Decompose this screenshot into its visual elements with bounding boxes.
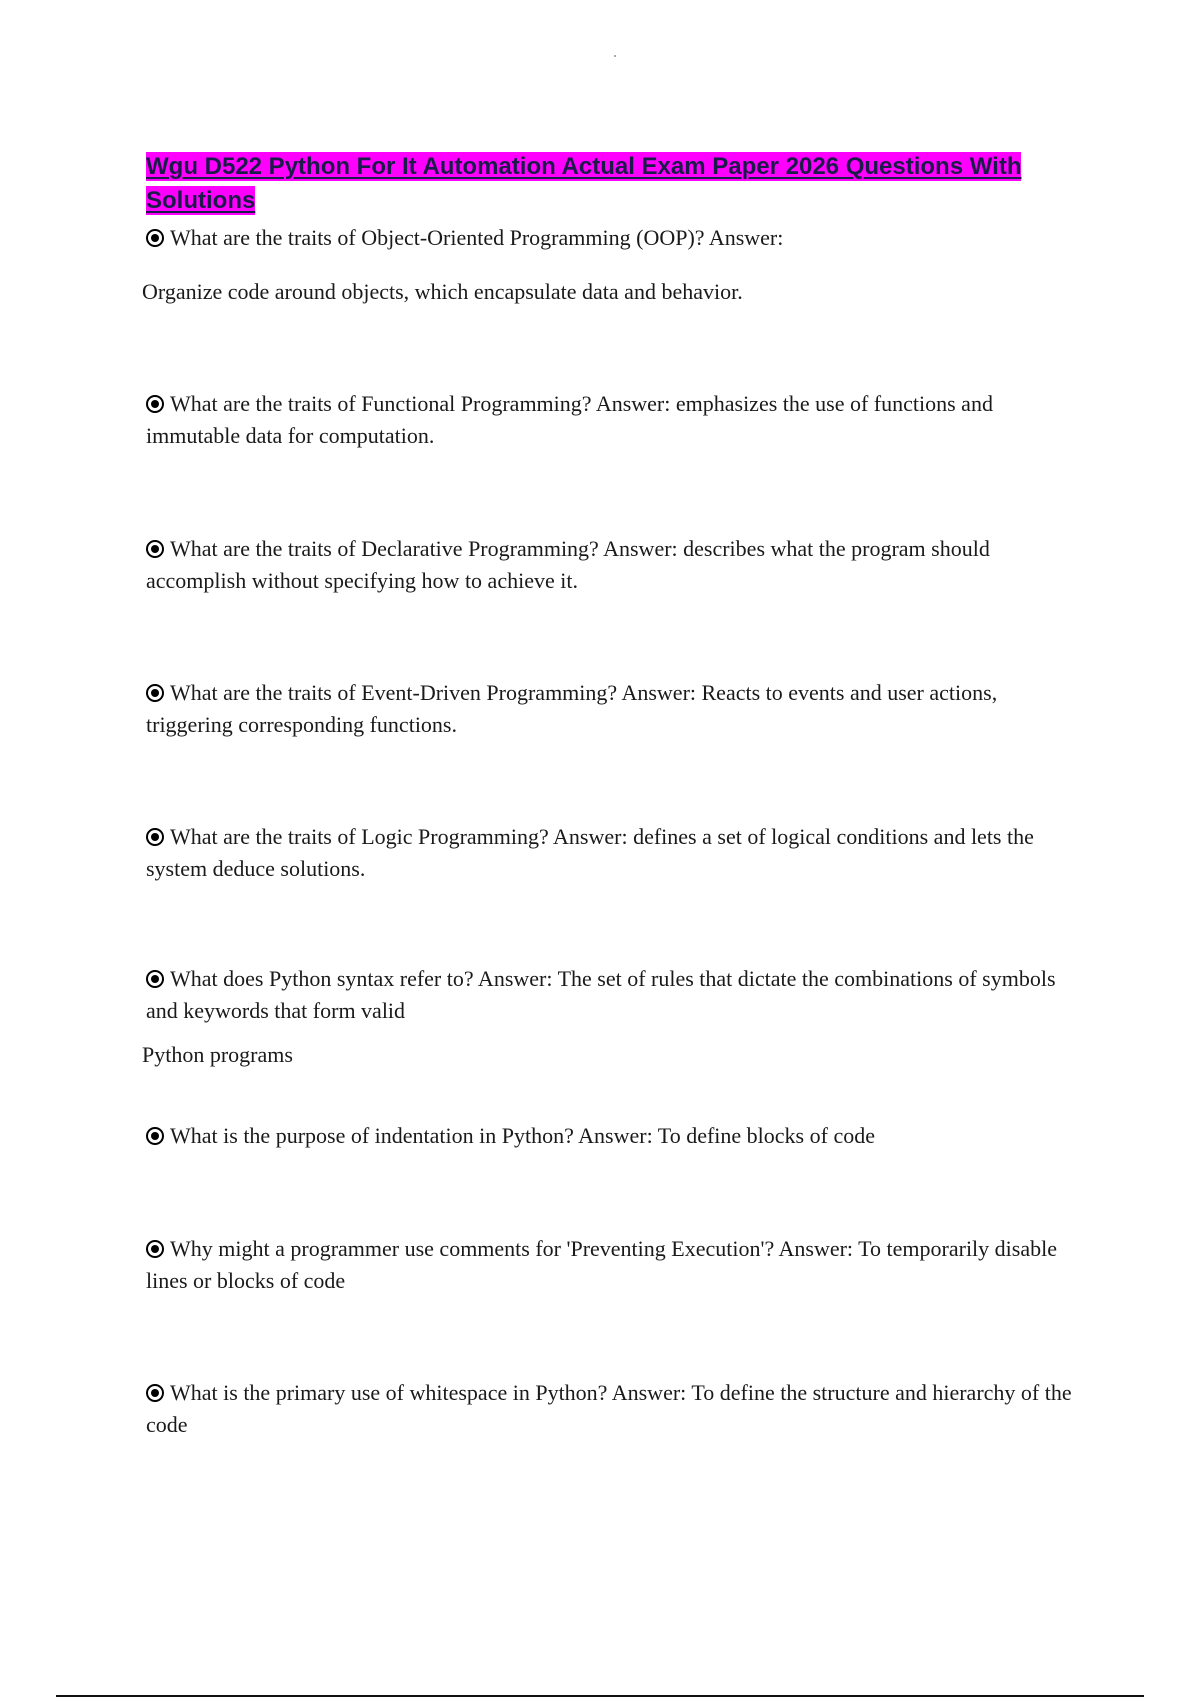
qa-text: What are the traits of Object-Oriented Programming (OOP)? Answer: bbox=[170, 225, 784, 250]
qa-item-2 bbox=[146, 388, 1086, 452]
qa-item-9 bbox=[146, 1377, 1086, 1441]
radio-bullet-icon bbox=[146, 970, 164, 988]
qa-item-4 bbox=[146, 677, 1086, 741]
radio-bullet-icon bbox=[146, 540, 164, 558]
radio-bullet-icon bbox=[146, 395, 164, 413]
qa-text: What are the traits of Logic Programming? Answer: defines a set of logical conditions and lets the system deduce solutions. bbox=[146, 824, 1034, 881]
radio-bullet-icon bbox=[146, 1240, 164, 1258]
page-speck bbox=[614, 55, 616, 57]
document-title bbox=[146, 150, 1076, 218]
title-highlight: Wgu D522 Python For It Automation Actual Exam Paper 2026 Questions With Solutions bbox=[146, 153, 1022, 214]
qa-text: What does Python syntax refer to? Answer: The set of rules that dictate the combinations of symbols and keywords that form valid bbox=[146, 966, 1056, 1023]
qa-text: What is the primary use of whitespace in Python? Answer: To define the structure and hierarchy of the code bbox=[146, 1380, 1072, 1437]
qa-item-7 bbox=[146, 1120, 1086, 1152]
qa-text: What are the traits of Functional Programming? Answer: emphasizes the use of functions and immutable data for computation. bbox=[146, 391, 993, 448]
radio-bullet-icon bbox=[146, 1384, 164, 1402]
qa-item-1 bbox=[146, 222, 1086, 254]
radio-bullet-icon bbox=[146, 229, 164, 247]
qa-item-8 bbox=[146, 1233, 1086, 1297]
qa-text: Why might a programmer use comments for 'Preventing Execution'? Answer: To temporarily disable lines or blocks of code bbox=[146, 1236, 1057, 1293]
radio-bullet-icon bbox=[146, 1127, 164, 1145]
qa-item-3 bbox=[146, 533, 1086, 597]
qa-text: What is the purpose of indentation in Python? Answer: To define blocks of code bbox=[170, 1123, 875, 1148]
qa-continuation-1: Organize code around objects, which encapsulate data and behavior. bbox=[142, 279, 743, 304]
qa-item-5 bbox=[146, 821, 1086, 885]
radio-bullet-icon bbox=[146, 684, 164, 702]
footer-divider bbox=[56, 1695, 1144, 1697]
qa-item-6 bbox=[146, 963, 1086, 1027]
qa-continuation-6: Python programs bbox=[142, 1042, 293, 1067]
radio-bullet-icon bbox=[146, 828, 164, 846]
qa-text: What are the traits of Declarative Programming? Answer: describes what the program should accomplish without specifying how to achieve it. bbox=[146, 536, 990, 593]
qa-text: What are the traits of Event-Driven Programming? Answer: Reacts to events and user actions, triggering corresponding functions. bbox=[146, 680, 998, 737]
